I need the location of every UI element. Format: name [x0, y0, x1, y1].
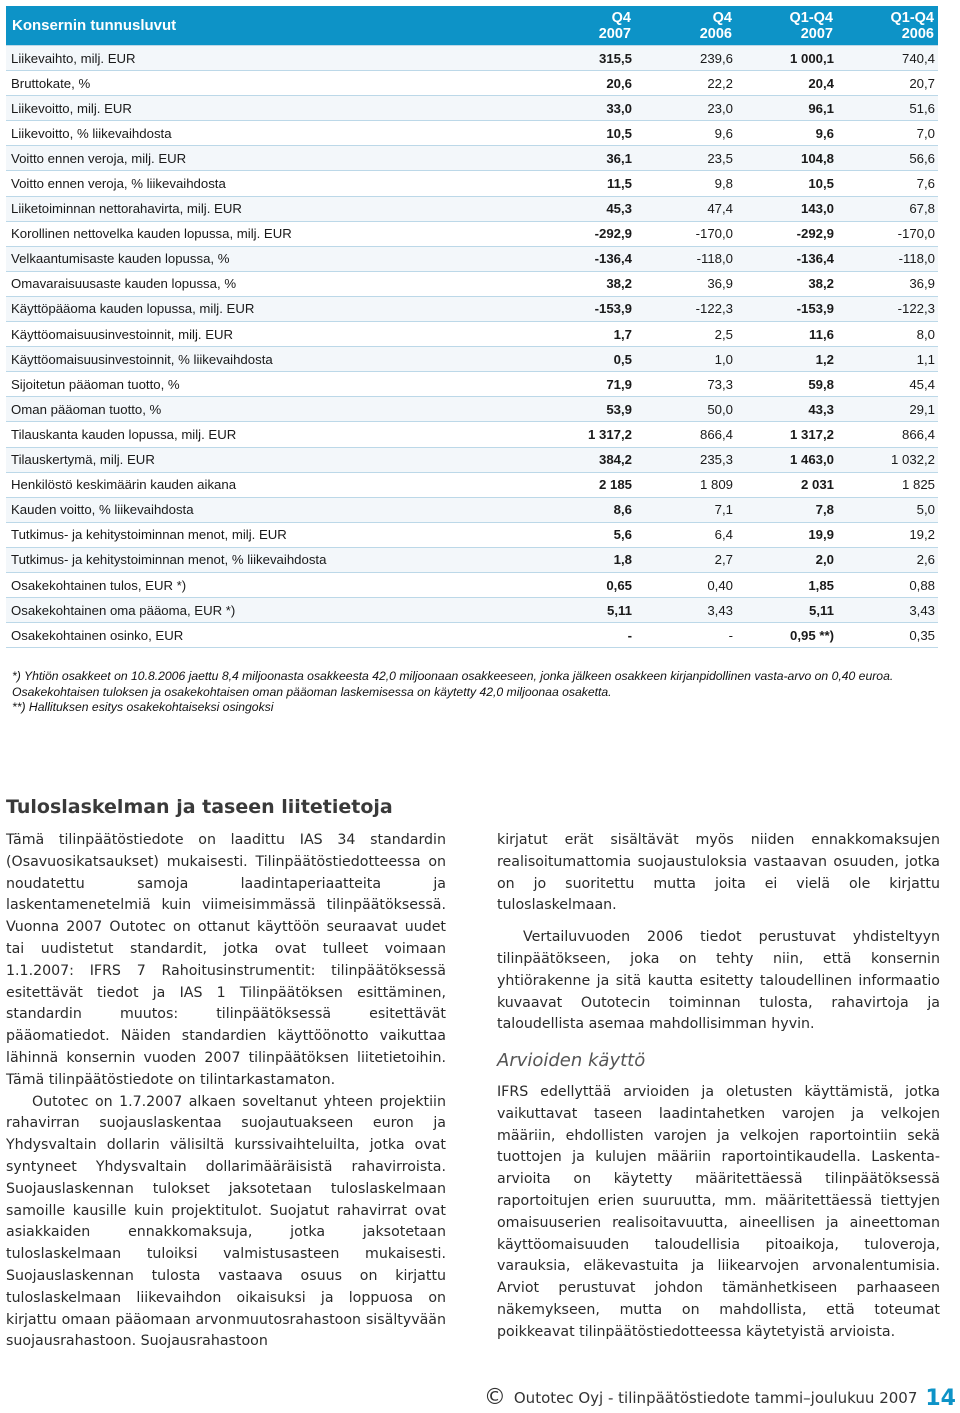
cell-value: 315,5	[534, 45, 635, 70]
cell-value: 1 809	[635, 472, 736, 497]
table-row	[6, 45, 938, 70]
cell-value: 67,8	[837, 196, 938, 221]
cell-value: 8,0	[837, 321, 938, 346]
cell-value: 20,7	[837, 70, 938, 95]
cell-value: -153,9	[534, 296, 635, 321]
row-label: Voitto ennen veroja, % liikevaihdosta	[6, 170, 534, 195]
table-row	[6, 196, 938, 221]
cell-value: 73,3	[635, 371, 736, 396]
header-q1q4-2006: Q1-Q4 2006	[837, 6, 938, 45]
row-label: Tilauskertymä, milj. EUR	[6, 447, 534, 472]
table-row	[6, 321, 938, 346]
cell-value: 5,0	[837, 497, 938, 522]
row-label: Käyttöomaisuusinvestoinnit, % liikevaihdosta	[6, 346, 534, 371]
cell-value: 7,8	[736, 497, 837, 522]
paragraph: kirjatut erät sisältävät myös niiden ennakkomaksujen realisoitumattomia suojaustuloksia vastaavan osuuden, jotka on jo suoritettu mutta joita ei vielä ole kirjattu tuloslaskelmaan.	[497, 832, 940, 914]
cell-value: 740,4	[837, 45, 938, 70]
cell-value: 9,8	[635, 170, 736, 195]
cell-value: 38,2	[534, 271, 635, 296]
cell-value: 0,40	[635, 572, 736, 597]
row-label: Liiketoiminnan nettorahavirta, milj. EUR	[6, 196, 534, 221]
cell-value: 11,5	[534, 170, 635, 195]
table-header	[6, 6, 938, 45]
cell-value: 53,9	[534, 396, 635, 421]
table-row	[6, 597, 938, 622]
cell-value: 0,35	[837, 622, 938, 648]
row-label: Voitto ennen veroja, milj. EUR	[6, 145, 534, 170]
cell-value: 56,6	[837, 145, 938, 170]
cell-value: 23,5	[635, 145, 736, 170]
cell-value: 47,4	[635, 196, 736, 221]
row-label: Bruttokate, %	[6, 70, 534, 95]
table-row	[6, 497, 938, 522]
table-row	[6, 246, 938, 271]
cell-value: 2,6	[837, 547, 938, 572]
footer-text: Outotec Oyj - tilinpäätöstiedote tammi–joulukuu 2007	[513, 1389, 918, 1407]
cell-value: 71,9	[534, 371, 635, 396]
table-row	[6, 296, 938, 321]
cell-value: 43,3	[736, 396, 837, 421]
cell-value: 104,8	[736, 145, 837, 170]
cell-value: 1,2	[736, 346, 837, 371]
cell-value: 1,0	[635, 346, 736, 371]
cell-value: 235,3	[635, 447, 736, 472]
cell-value: 1 317,2	[736, 421, 837, 446]
cell-value: 7,0	[837, 120, 938, 145]
cell-value: 0,88	[837, 572, 938, 597]
cell-value: 1,8	[534, 547, 635, 572]
table-row	[6, 70, 938, 95]
cell-value: 239,6	[635, 45, 736, 70]
page-number: 14	[925, 1385, 956, 1411]
cell-value: 1,7	[534, 321, 635, 346]
cell-value: 143,0	[736, 196, 837, 221]
cell-value: 10,5	[534, 120, 635, 145]
cell-value: 1 000,1	[736, 45, 837, 70]
cell-value: 1 317,2	[534, 421, 635, 446]
cell-value: -292,9	[534, 221, 635, 246]
cell-value: 45,4	[837, 371, 938, 396]
row-label: Osakekohtainen tulos, EUR *)	[6, 572, 534, 597]
cell-value: 2,5	[635, 321, 736, 346]
cell-value: 38,2	[736, 271, 837, 296]
cell-value: 3,43	[635, 597, 736, 622]
key-figures-table	[6, 6, 938, 648]
cell-value: 59,8	[736, 371, 837, 396]
cell-value: 2,7	[635, 547, 736, 572]
table-row	[6, 145, 938, 170]
cell-value: 20,6	[534, 70, 635, 95]
cell-value: 29,1	[837, 396, 938, 421]
row-label: Osakekohtainen osinko, EUR	[6, 622, 534, 648]
header-q4-2006: Q4 2006	[635, 6, 736, 45]
footnote-2: **) Hallituksen esitys osakekohtaiseksi osingoksi	[12, 700, 274, 714]
cell-value: 866,4	[635, 421, 736, 446]
row-label: Liikevoitto, milj. EUR	[6, 95, 534, 120]
row-label: Tutkimus- ja kehitystoiminnan menot, % liikevaihdosta	[6, 547, 534, 572]
cell-value: -118,0	[635, 246, 736, 271]
cell-value: 0,95 **)	[736, 622, 837, 648]
row-label: Liikevoitto, % liikevaihdosta	[6, 120, 534, 145]
row-label: Tilauskanta kauden lopussa, milj. EUR	[6, 421, 534, 446]
paragraph: Vertailuvuoden 2006 tiedot perustuvat yhdisteltyyn tilinpäätökseen, joka on tehty niin, että konsernin yhtiörakenne ja sitä kautta esitetty taloudellinen informaatio kuvaavat Outotecin toiminnan tulosta, rahavirtoja ja taloudellista asemaa mahdollisimman hyvin.	[497, 929, 940, 1033]
left-text-column	[6, 830, 446, 1353]
cell-value: 33,0	[534, 95, 635, 120]
cell-value: 51,6	[837, 95, 938, 120]
cell-value: 22,2	[635, 70, 736, 95]
paragraph: Outotec on 1.7.2007 alkaen soveltanut yhteen projektiin rahavirran suojauslaskentaa suojautuakseen euron ja Yhdysvaltain dollarin välisiltä kurssivaihteluilta, jotka ovat syntyneet Yhdysvaltain dollarimääräisistä rahavirroista. Suojauslaskennan tulokset jaksotetaan tuloslaskelmaan samoille kausille kuin projektitulot. Suojatut rahavirrat ovat asiakkaiden ennakkomaksuja, jotka jaksotetaan tuloslaskelmaan tuloiksi valmistusasteen mukaisesti. Suojauslaskennan tulosta vastaava osuus on kirjattu tuloslaskelmaan liikevaihdon oikaisuksi ja loppuosa on kirjattu omaan pääomaan arvonmuutosrahastoon sisältyvään suojausrahastoon. Suojausrahastoon	[6, 1093, 446, 1350]
cell-value: 1,1	[837, 346, 938, 371]
cell-value: 9,6	[635, 120, 736, 145]
cell-value: -292,9	[736, 221, 837, 246]
cell-value: 45,3	[534, 196, 635, 221]
cell-value: 1,85	[736, 572, 837, 597]
table-row	[6, 396, 938, 421]
cell-value: 384,2	[534, 447, 635, 472]
row-label: Oman pääoman tuotto, %	[6, 396, 534, 421]
page-footer	[483, 1383, 956, 1413]
row-label: Kauden voitto, % liikevaihdosta	[6, 497, 534, 522]
cell-value: 9,6	[736, 120, 837, 145]
row-label: Osakekohtainen oma pääoma, EUR *)	[6, 597, 534, 622]
table-row	[6, 371, 938, 396]
table-row	[6, 447, 938, 472]
row-label: Liikevaihto, milj. EUR	[6, 45, 534, 70]
cell-value: 2 185	[534, 472, 635, 497]
cell-value: 0,5	[534, 346, 635, 371]
table-row	[6, 271, 938, 296]
row-label: Velkaantumisaste kauden lopussa, %	[6, 246, 534, 271]
cell-value: 0,65	[534, 572, 635, 597]
header-q4-2007: Q4 2007	[534, 6, 635, 45]
cell-value: -122,3	[635, 296, 736, 321]
table-row	[6, 421, 938, 446]
cell-value: 1 825	[837, 472, 938, 497]
table-footnotes	[12, 669, 942, 716]
cell-value: 7,6	[837, 170, 938, 195]
cell-value: 8,6	[534, 497, 635, 522]
table-body	[6, 45, 938, 648]
subheading: Arvioiden käyttö	[497, 1050, 646, 1072]
cell-value: 5,11	[736, 597, 837, 622]
cell-value: -122,3	[837, 296, 938, 321]
row-label: Käyttöpääoma kauden lopussa, milj. EUR	[6, 296, 534, 321]
cell-value: 1 032,2	[837, 447, 938, 472]
cell-value: -118,0	[837, 246, 938, 271]
cell-value: 19,2	[837, 522, 938, 547]
table-title: Konsernin tunnusluvut	[6, 6, 534, 45]
cell-value: 11,6	[736, 321, 837, 346]
row-label: Omavaraisuusaste kauden lopussa, %	[6, 271, 534, 296]
paragraph: Tämä tilinpäätöstiedote on laadittu IAS 34 standardin (Osavuosikatsaukset) mukaisesti. Tilinpäätöstiedotteessa on noudatettu samoja laadintaperiaatteita ja laskentamenetelmiä kuin viimeisimmässä tilinpäätöksessä. Vuonna 2007 Outotec on ottanut käyttöön seuraavat uudet tai uudistetut standardit, jotka ovat tulleet voimaan 1.1.2007: IFRS 7 Rahoitusinstrumentit: tilinpäätöksessä esitettävät tiedot ja IAS 1 Tilinpäätöksen esittäminen, standardin muutos: tilinpäätöksessä esitettävät pääomatiedot. Näiden standardien käyttöönotto vaikuttaa lähinnä konsernin vuoden 2007 tilinpäätöksen liitetietoihin. Tämä tilinpäätöstiedote on tilintarkastamaton.	[6, 832, 446, 1088]
cell-value: -153,9	[736, 296, 837, 321]
footnote-1: *) Yhtiön osakkeet on 10.8.2006 jaettu 8,4 miljoonasta osakkeesta 42,0 miljoonaan osakkeeseen, jonka jälkeen osakkeen kirjanpidollinen vasta-arvo on 0,40 euroa. Osakekohtaisen tuloksen ja osakekohtaisen oman pääoman laskemisessa on käytetty 42,0 miljoonaa osaketta.	[12, 669, 894, 699]
cell-value: -	[635, 622, 736, 648]
cell-value: 7,1	[635, 497, 736, 522]
cell-value: 96,1	[736, 95, 837, 120]
cell-value: 50,0	[635, 396, 736, 421]
cell-value: -170,0	[635, 221, 736, 246]
table-row	[6, 472, 938, 497]
table-row	[6, 522, 938, 547]
row-label: Korollinen nettovelka kauden lopussa, milj. EUR	[6, 221, 534, 246]
paragraph: IFRS edellyttää arvioiden ja oletusten käyttämistä, jotka vaikuttavat taseen laadintahetken varojen ja velkojen määriin, ehdollisten varojen ja velkojen raportointiin sekä tuottojen ja kulujen määriin raportointikaudella. Laskenta-arvioita on käytetty määritettäessä tilinpäätöksessä raportoitujen erien suuruutta, mm. määritettäessä tiettyjen omaisuuserien realisoitavuutta, aineellisen ja aineettoman käyttöomaisuuden taloudellisia pitoaikoja, tuloveroja, varauksia, eläkevastuita ja liikearvojen arvonalentumisia. Arviot perustuvat johdon tämänhetkiseen parhaaseen näkemykseen, mutta on mahdollista, että toteumat poikkeavat tilinpäätöstiedotteessa käytetyistä arvioista.	[497, 1083, 940, 1340]
cell-value: -170,0	[837, 221, 938, 246]
cell-value: 5,11	[534, 597, 635, 622]
cell-value: 36,9	[837, 271, 938, 296]
cell-value: 20,4	[736, 70, 837, 95]
table-row	[6, 622, 938, 648]
cell-value: -	[534, 622, 635, 648]
table-row	[6, 95, 938, 120]
row-label: Henkilöstö keskimäärin kauden aikana	[6, 472, 534, 497]
cell-value: -136,4	[736, 246, 837, 271]
cell-value: 5,6	[534, 522, 635, 547]
cell-value: -136,4	[534, 246, 635, 271]
right-text-column	[497, 830, 940, 1344]
cell-value: 3,43	[837, 597, 938, 622]
table-row	[6, 346, 938, 371]
header-q1q4-2007: Q1-Q4 2007	[736, 6, 837, 45]
copyright-icon: ©	[483, 1385, 506, 1410]
cell-value: 2,0	[736, 547, 837, 572]
table-row	[6, 547, 938, 572]
cell-value: 36,1	[534, 145, 635, 170]
row-label: Tutkimus- ja kehitystoiminnan menot, milj. EUR	[6, 522, 534, 547]
table-row	[6, 170, 938, 195]
row-label: Sijoitetun pääoman tuotto, %	[6, 371, 534, 396]
cell-value: 36,9	[635, 271, 736, 296]
cell-value: 23,0	[635, 95, 736, 120]
table-row	[6, 572, 938, 597]
cell-value: 19,9	[736, 522, 837, 547]
cell-value: 10,5	[736, 170, 837, 195]
cell-value: 866,4	[837, 421, 938, 446]
table-row	[6, 120, 938, 145]
section-title: Tuloslaskelman ja taseen liitetietoja	[6, 796, 393, 818]
cell-value: 6,4	[635, 522, 736, 547]
row-label: Käyttöomaisuusinvestoinnit, milj. EUR	[6, 321, 534, 346]
table-row	[6, 221, 938, 246]
cell-value: 1 463,0	[736, 447, 837, 472]
cell-value: 2 031	[736, 472, 837, 497]
